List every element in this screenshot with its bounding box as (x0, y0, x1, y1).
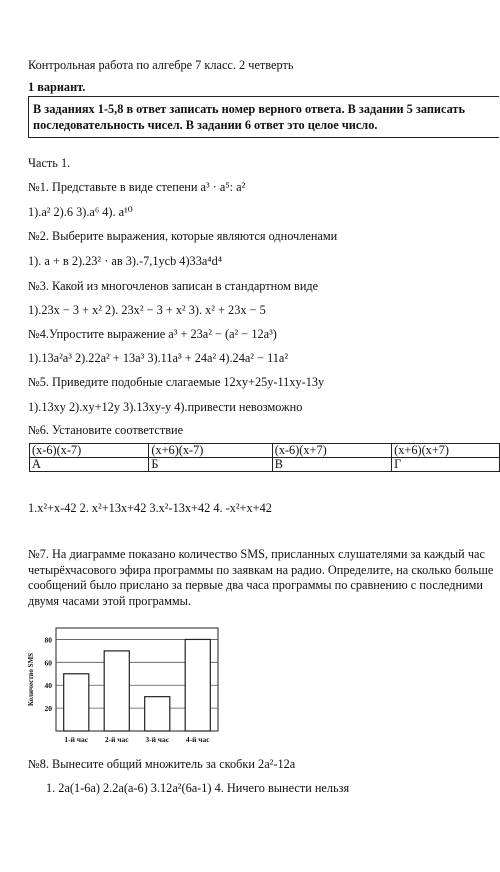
worksheet-title: Контрольная работа по алгебре 7 класс. 2 четверть (28, 58, 294, 72)
instructions-box (28, 96, 499, 138)
variant-label: 1 вариант. (28, 80, 86, 94)
q4-options: 1).13a²a³ 2).22a² + 13a³ 3).11a³ + 24a² 4).24a² − 11a² (28, 351, 289, 365)
table-cell: (x+6)(x-7) (149, 444, 272, 458)
table-cell: А (30, 458, 149, 472)
q3-question: №3. Какой из многочленов записан в стандартном виде (28, 279, 319, 293)
q7-line: четырёхчасового эфира программы по заявкам на радио. Определите, на сколько больше (28, 562, 494, 577)
q3-options: 1).23x − 3 + x² 2). 23x² − 3 + x² 3). x² + 23x − 5 (28, 303, 266, 317)
chart-bar (145, 697, 170, 731)
q7-line: двумя часами этой программы. (28, 593, 192, 608)
y-tick-label: 40 (44, 681, 52, 691)
q4-question: №4.Упростите выражение a³ + 23a² − (a² − 12a³) (28, 327, 277, 341)
q6-answers: 1.x²+x-42 2. x²+13x+42 3.x²-13x+42 4. -x²+x+42 (28, 501, 272, 515)
table-cell: Б (149, 458, 272, 472)
y-tick-label: 20 (44, 704, 52, 714)
x-tick-label: 2-й час (104, 735, 129, 744)
table-cell: Г (392, 458, 500, 472)
table-row (30, 458, 500, 472)
x-tick-label: 4-й час (185, 735, 210, 744)
q1-question: №1. Представьте в виде степени a³ · a⁵: a² (28, 180, 246, 194)
q5-options: 1).13xy 2).xy+12y 3).13xy-y 4).привести невозможно (28, 400, 303, 414)
y-tick-label: 60 (44, 658, 52, 668)
q8-options: 1. 2a(1-6a) 2.2a(a-6) 3.12a²(6a-1) 4. Ничего вынести нельзя (46, 781, 350, 795)
table-cell: В (272, 458, 391, 472)
y-axis-label: Количество SMS (27, 652, 35, 707)
part-heading: Часть 1. (28, 156, 71, 170)
q7-line: №7. На диаграмме показано количество SMS, присланных слушателями за каждый час (28, 547, 485, 561)
table-cell: (x+6)(x+7) (392, 444, 500, 458)
table-cell: (x-6)(x+7) (272, 444, 391, 458)
q1-options: 1).a² 2).6 3).a⁶ 4). a¹⁰ (28, 205, 133, 219)
q2-options: 1). а + в 2).23² · ав 3).-7,1ycb 4)33a⁴d⁴ (28, 254, 223, 268)
q5-question: №5. Приведите подобные слагаемые 12xy+25y-11xy-13y (28, 375, 325, 389)
q7-question (28, 547, 493, 609)
instructions-line-2: последовательность чисел. В задании 6 ответ это целое число. (33, 118, 378, 132)
q6-matching-table (29, 443, 500, 472)
q2-question: №2. Выберите выражения, которые являются одночленами (28, 229, 338, 243)
instructions-text (33, 101, 465, 133)
table-cell: (x-6)(x-7) (30, 444, 149, 458)
q8-question: №8. Вынесите общий множитель за скобки 2a²-12a (28, 757, 296, 771)
table-row (30, 444, 500, 458)
chart-bar (64, 674, 89, 731)
x-tick-label: 1-й час (64, 735, 89, 744)
instructions-line-1: В заданиях 1-5,8 в ответ записать номер верного ответа. В задании 5 записать (33, 102, 465, 116)
sms-bar-chart (24, 624, 224, 746)
x-tick-label: 3-й час (145, 735, 170, 744)
chart-bar (185, 639, 210, 731)
q6-question: №6. Установите соответствие (28, 423, 184, 437)
q7-line: сообщений было прислано за первые два часа программы по сравнению с последними (28, 578, 483, 592)
chart-bar (104, 651, 129, 731)
y-tick-label: 80 (44, 635, 52, 645)
